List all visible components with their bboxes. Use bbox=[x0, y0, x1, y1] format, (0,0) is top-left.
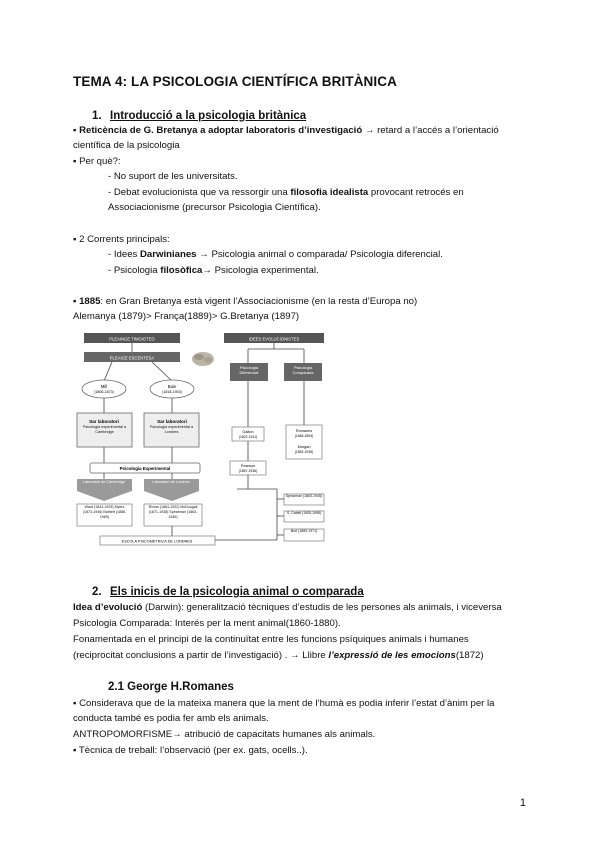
bold-text: Idea d’evolució bbox=[73, 602, 143, 613]
bold-text: Darwinianes bbox=[140, 249, 197, 260]
diagram-names4: Rivers (1864-1922) McDougall (1871-1938) Spearman (1863-1945) bbox=[148, 505, 198, 519]
bullet-item: ▪ Considerava que de la mateixa manera que la ment de l’humà es podia inferir l’estat d’ànim per la bbox=[73, 698, 495, 709]
sub-item-continuation: Associacionisme (precursor Psicologia Científica). bbox=[108, 202, 321, 213]
page-number: 1 bbox=[519, 797, 526, 809]
paragraph-line: Alemanya (1879)> França(1889)> G.Bretanya (1897) bbox=[73, 311, 300, 322]
text: (reciprocitat conclusions a partir de l’investigació) . → Llibre bbox=[73, 650, 329, 661]
paragraph-line: conducta també es podia fer amb els animals. bbox=[73, 713, 269, 724]
bullet-item: ▪ 2 Corrents principals: bbox=[73, 234, 170, 245]
diagram-r3: Burt (1883-1971) bbox=[290, 529, 318, 533]
text: → Psicologia animal o comparada/ Psicologia diferencial. bbox=[196, 249, 443, 260]
diagram-lab3: Laboratori de Cambridge bbox=[82, 480, 125, 484]
text: - Psicologia bbox=[108, 265, 161, 276]
diagram-bain-years: (1818-1903) bbox=[162, 390, 182, 394]
section-2-heading bbox=[92, 586, 364, 598]
bullet-item: ▪ Per què?: bbox=[73, 156, 121, 167]
paragraph-line: ANTROPOMORFISME→ atribució de capacitats humanes als animals. bbox=[73, 729, 376, 740]
diagram-r2: S. Cattell (1905-1998) bbox=[286, 511, 322, 515]
section-2-1-heading: 2.1 George H.Romanes bbox=[108, 681, 234, 693]
text: Tècnica de treball: l’observació (per ex. gats, ocells..). bbox=[78, 745, 308, 756]
diagram-mill: Mill bbox=[100, 384, 108, 389]
diagram-pearson-years: (1857-1936) bbox=[238, 469, 258, 473]
section-2-number: 2. bbox=[92, 586, 102, 598]
section-1-title: Introducció a la psicologia britànica bbox=[110, 110, 307, 122]
diagram-galton-years: (1822-1911) bbox=[238, 435, 258, 439]
text: - Debat evolucionista que va ressorgir una bbox=[108, 187, 291, 198]
text: → Psicologia experimental. bbox=[202, 265, 319, 276]
diagram-lab2-body: Psicologia experimental a Londres bbox=[149, 425, 194, 434]
sub-item bbox=[108, 186, 464, 200]
bold-text: 1885 bbox=[79, 296, 101, 307]
text: Considerava que de la mateixa manera que la ment de l’humà es podia inferir l’estat d’ànim per la bbox=[79, 698, 495, 709]
diagram-pearson: Pearson bbox=[240, 464, 256, 468]
paragraph-line: científica de la psicologia bbox=[73, 140, 180, 151]
section-1-heading bbox=[92, 110, 306, 122]
bold-text: filosòfica bbox=[160, 265, 203, 276]
diagram-lab1-body: Psicologia experimental a Cambridge bbox=[82, 425, 127, 434]
sub-item bbox=[108, 248, 443, 262]
diagram-right-header: IDEES EVOLUCIONISTES bbox=[248, 336, 300, 342]
diagram-comp: Psicologia Comparada bbox=[292, 365, 314, 375]
diagram-lab4: Laboratori de Londres bbox=[152, 480, 190, 484]
diagram-names3: Ward (1843-1925) Myers (1873-1946) Bartlett (1886-1969) bbox=[82, 505, 127, 519]
sub-item bbox=[108, 264, 319, 278]
bullet-item: ▪ 1885: en Gran Bretanya està vigent l’Associacionisme (en la resta d’Europa no) bbox=[73, 296, 418, 307]
paragraph-line bbox=[73, 649, 484, 663]
diagram-lab2-title: Sar laboratori bbox=[157, 419, 187, 424]
bold-text: filosofia idealista bbox=[290, 187, 369, 198]
diagram-lab1-title: Sar laboratori bbox=[89, 419, 119, 424]
text: - Idees bbox=[108, 249, 140, 260]
text: : en Gran Bretanya està vigent l’Associacionisme (en la resta d’Europa no) bbox=[100, 296, 418, 307]
diagram-romanes: Romanes bbox=[295, 429, 313, 433]
section-1-number: 1. bbox=[92, 110, 102, 122]
document-title: TEMA 4: LA PSICOLOGIA CIENTÍFICA BRITÀNICA bbox=[73, 74, 397, 89]
diagram-bain: Bain bbox=[167, 384, 177, 389]
paragraph-line bbox=[73, 601, 502, 615]
paragraph-line: Fonamentada en el principi de la continuïtat entre les funcions psíquiques animals i humanes bbox=[73, 634, 469, 645]
bold-text: Reticència de G. Bretanya a adoptar laboratoris d’investigació bbox=[79, 125, 363, 136]
diagram-bottom: ESCOLA PSICOMÈTRICA DE LONDRES bbox=[121, 539, 193, 544]
diagram-dif: Psicologia Diferencial bbox=[239, 365, 259, 375]
text: Per què?: bbox=[79, 156, 121, 167]
text: → retard a l’accés a l’orientació bbox=[362, 125, 499, 136]
paragraph-line: ▪ Reticència de G. Bretanya a adoptar laboratoris d’investigació → retard a l’accés a l’orientació bbox=[73, 125, 499, 136]
sub-item: - No suport de les universitats. bbox=[108, 171, 238, 182]
text: provocant retrocés en bbox=[368, 187, 464, 198]
text: (Darwin): generalització tècniques d’estudis de les persones als animals, i viceversa bbox=[142, 602, 502, 613]
diagram-morgan: Morgan bbox=[297, 445, 311, 449]
diagram-left-sub: PLEAIGE ESCENTESA bbox=[109, 355, 155, 361]
diagram-galton: Galton bbox=[242, 430, 254, 434]
diagram-romanes-years: (1848-1894) bbox=[294, 434, 314, 438]
book-title: l’expressió de les emocions bbox=[328, 650, 456, 661]
bullet-item: ▪ Tècnica de treball: l’observació (per ex. gats, ocells..). bbox=[73, 745, 308, 756]
text: 2 Corrents principals: bbox=[79, 234, 170, 245]
paragraph-line: Psicologia Comparada: Interés per la ment animal(1860-1880). bbox=[73, 618, 341, 629]
diagram-mill-node bbox=[82, 380, 126, 398]
diagram-r1: Spearman (1863-1945) bbox=[285, 494, 323, 498]
diagram-exp: Psicologia Experimental bbox=[119, 466, 171, 471]
diagram-left-header: PLEAINGE TIMOIOTEO bbox=[109, 336, 155, 342]
text: (1872) bbox=[455, 650, 484, 661]
diagram-mill-years: (1806-1873) bbox=[94, 390, 114, 394]
history-diagram bbox=[72, 329, 334, 551]
diagram-bain-node bbox=[150, 380, 194, 398]
diagram-morgan-years: (1852-1936) bbox=[294, 450, 314, 454]
section-2-title: Els inicis de la psicologia animal o comparada bbox=[110, 586, 364, 598]
